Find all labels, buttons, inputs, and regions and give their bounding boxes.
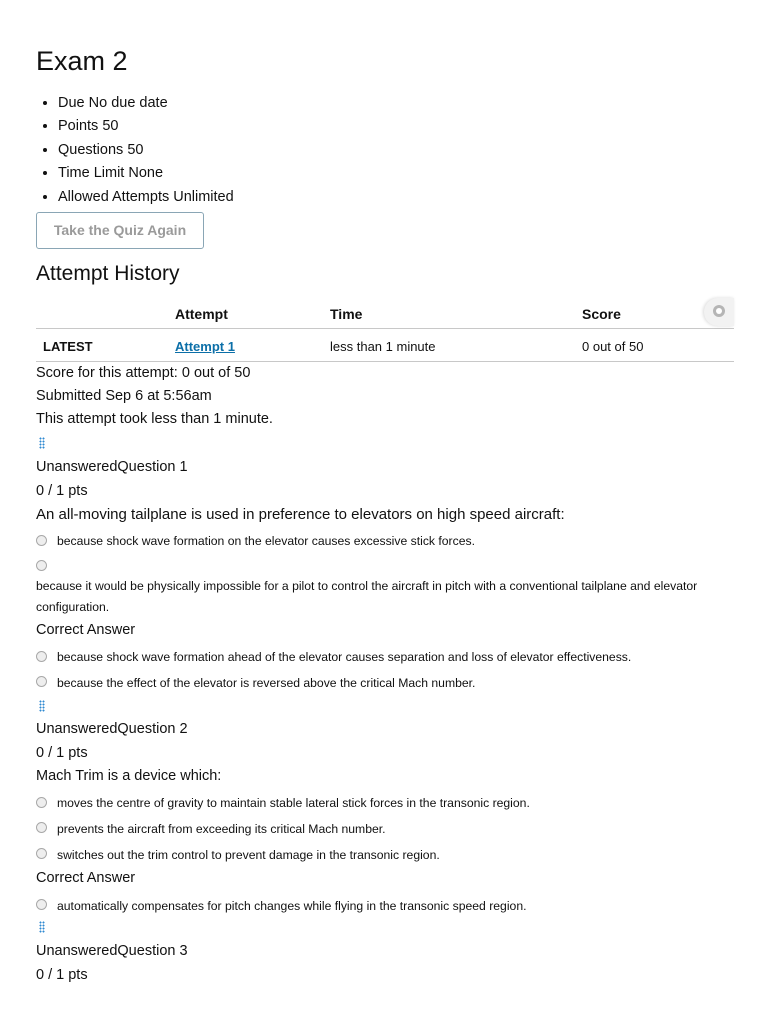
points: • Points 50 xyxy=(58,115,234,138)
q2-option-4-label: automatically compensates for pitch changes while flying in the transonic speed region. xyxy=(57,899,527,913)
latest-label: LATEST xyxy=(43,339,93,354)
q1-correct-answer-label: Correct Answer xyxy=(36,622,136,638)
q2-option-1-radio[interactable] xyxy=(36,797,47,808)
take-quiz-again-button[interactable]: Take the Quiz Again xyxy=(36,212,204,249)
question-3-points: 0 / 1 pts xyxy=(36,967,88,983)
question-count: • Questions 50 xyxy=(58,139,234,162)
q2-option-1-label: moves the centre of gravity to maintain stable lateral stick forces in the transonic region. xyxy=(57,796,530,810)
header-attempt: Attempt xyxy=(175,306,228,322)
allowed-attempts: • Allowed Attempts Unlimited xyxy=(58,186,234,209)
q2-option-2-radio[interactable] xyxy=(36,822,47,833)
q2-option-2-label: prevents the aircraft from exceeding its critical Mach number. xyxy=(57,822,386,836)
table-header-row xyxy=(36,298,734,329)
time-limit: • Time Limit None xyxy=(58,162,234,185)
header-score: Score xyxy=(582,306,621,322)
question-2-header: UnansweredQuestion 2 xyxy=(36,721,188,737)
attempt-history-title: Attempt History xyxy=(36,262,180,285)
q2-option-3-radio[interactable] xyxy=(36,848,47,859)
quiz-details-list xyxy=(36,92,234,209)
question-2-points: 0 / 1 pts xyxy=(36,745,88,761)
q1-option-1-radio[interactable] xyxy=(36,535,47,546)
attempt-score: 0 out of 50 xyxy=(582,339,644,354)
q2-option-3-label: switches out the trim control to prevent damage in the transonic region. xyxy=(57,848,440,862)
q1-option-2-radio[interactable] xyxy=(36,560,47,571)
question-3-header: UnansweredQuestion 3 xyxy=(36,943,188,959)
q1-option-4-radio[interactable] xyxy=(36,676,47,687)
q2-option-4-radio[interactable] xyxy=(36,899,47,910)
helper-icon xyxy=(713,305,725,317)
attempt-score-line: Score for this attempt: 0 out of 50 xyxy=(36,365,251,381)
attempt-history-table xyxy=(36,298,734,362)
duration-line: This attempt took less than 1 minute. xyxy=(36,411,273,427)
question-1-text: An all-moving tailplane is used in preference to elevators on high speed aircraft: xyxy=(36,506,565,523)
question-1-points: 0 / 1 pts xyxy=(36,483,88,499)
q1-option-3-label: because shock wave formation ahead of the elevator causes separation and loss of elevator effectiveness. xyxy=(57,650,632,664)
q2-correct-answer-label: Correct Answer xyxy=(36,870,136,886)
q1-option-4-label: because the effect of the elevator is reversed above the critical Mach number. xyxy=(57,676,476,690)
drag-handle-icon[interactable] xyxy=(39,437,45,449)
question-1-header: UnansweredQuestion 1 xyxy=(36,459,188,475)
attempt-time: less than 1 minute xyxy=(330,339,436,354)
submitted-line: Submitted Sep 6 at 5:56am xyxy=(36,388,212,404)
q1-option-3-radio[interactable] xyxy=(36,651,47,662)
attempt-1-link[interactable]: Attempt 1 xyxy=(175,339,235,354)
drag-handle-icon[interactable] xyxy=(39,700,45,712)
question-2-text: Mach Trim is a device which: xyxy=(36,768,222,784)
header-time: Time xyxy=(330,306,363,322)
q1-option-2-label: because it would be physically impossible for a pilot to control the aircraft in pitch with a conventional tailplane and elevator configuration. xyxy=(36,579,698,614)
table-row xyxy=(36,329,734,362)
q1-option-1-label: because shock wave formation on the elevator causes excessive stick forces. xyxy=(57,534,475,548)
due-date: • Due No due date xyxy=(58,92,234,115)
side-helper-button[interactable] xyxy=(704,298,734,326)
drag-handle-icon[interactable] xyxy=(39,921,45,933)
page-title: Exam 2 xyxy=(36,46,128,76)
